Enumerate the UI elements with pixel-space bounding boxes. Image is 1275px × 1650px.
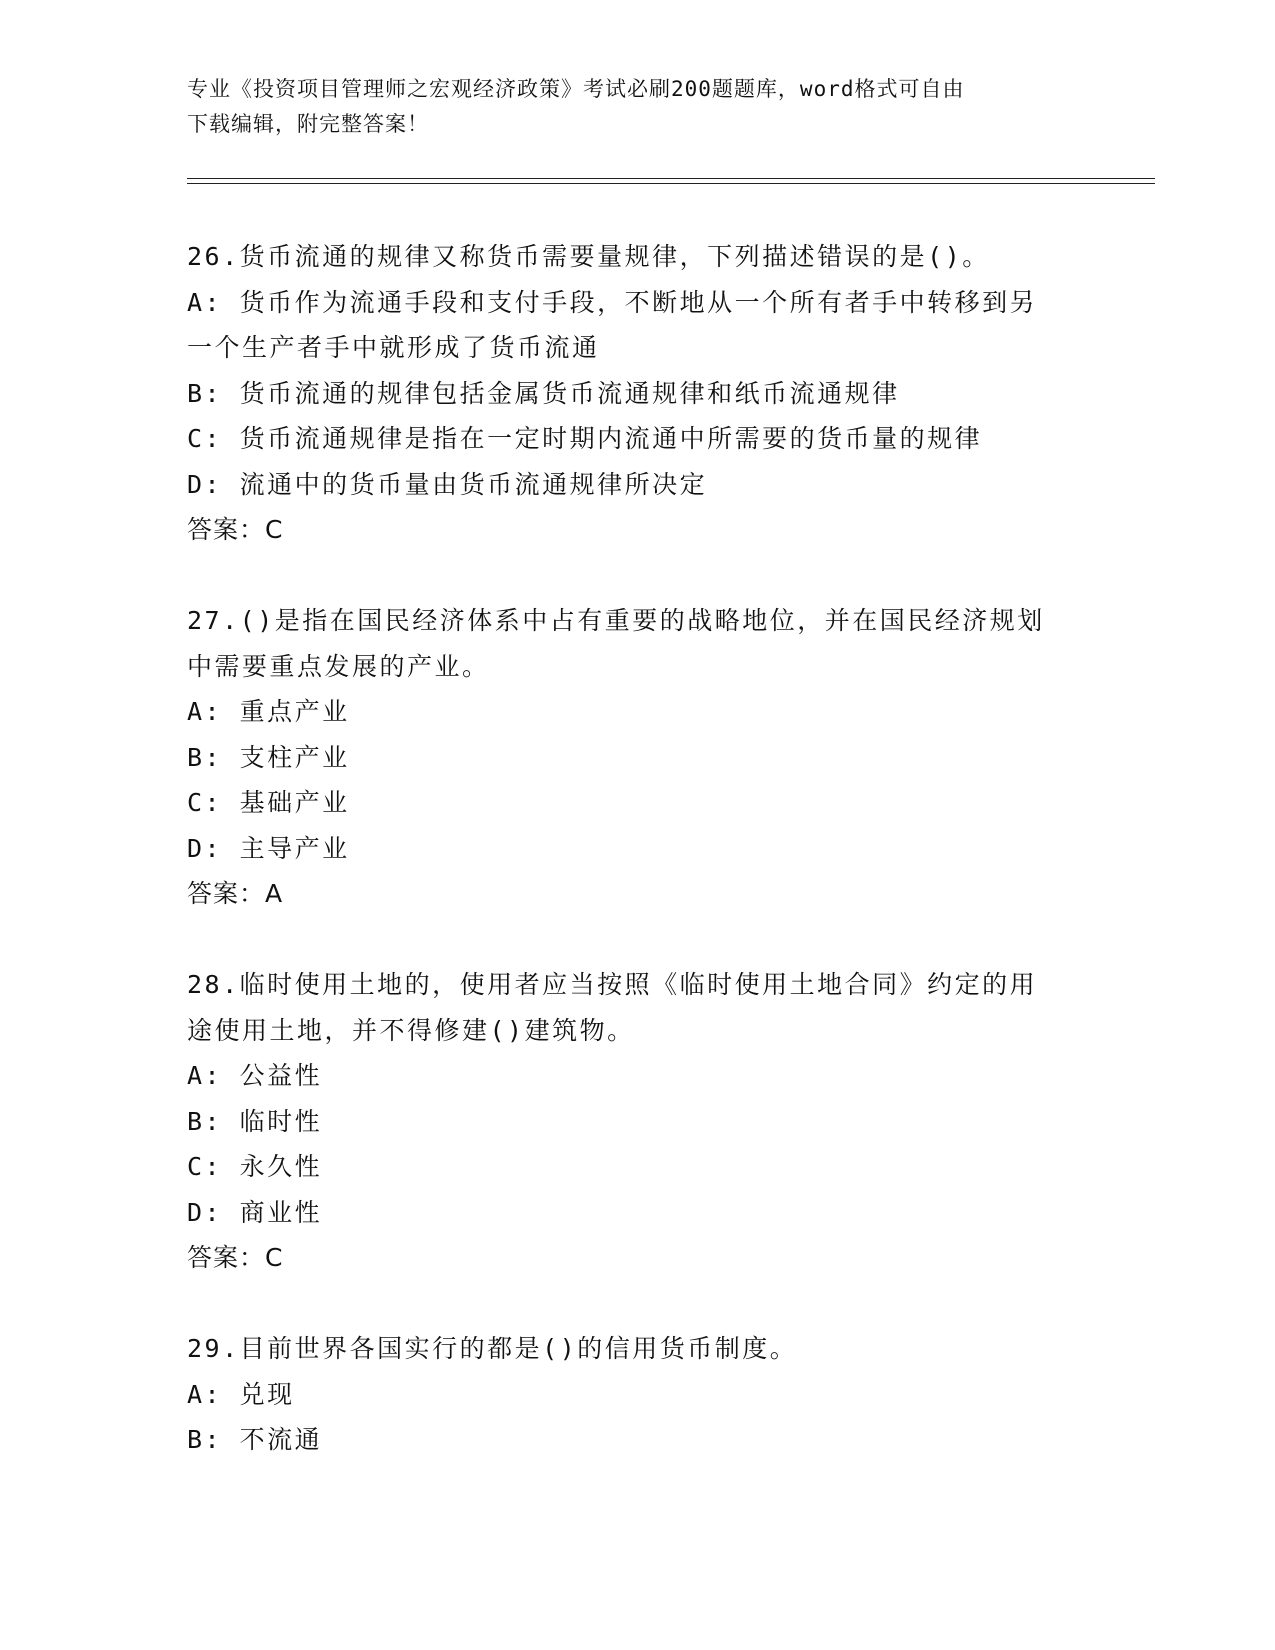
question-stem: 29.目前世界各国实行的都是()的信用货币制度。 bbox=[187, 1334, 798, 1363]
question-27 bbox=[187, 598, 1087, 917]
header-divider-top bbox=[187, 178, 1155, 179]
option-c: C: 永久性 bbox=[187, 1152, 323, 1181]
question-stem-line-2: 途使用土地，并不得修建()建筑物。 bbox=[187, 1015, 635, 1045]
question-28 bbox=[187, 962, 1087, 1281]
option-b: B: 支柱产业 bbox=[187, 742, 350, 772]
option-b: B: 货币流通的规律包括金属货币流通规律和纸币流通规律 bbox=[187, 378, 900, 408]
question-list bbox=[187, 234, 1087, 1508]
question-stem-line-1: 28.临时使用土地的，使用者应当按照《临时使用土地合同》约定的用 bbox=[187, 970, 1038, 999]
option-a: A: 重点产业 bbox=[187, 697, 350, 726]
question-stem: 26.货币流通的规律又称货币需要量规律，下列描述错误的是()。 bbox=[187, 242, 990, 271]
option-b: B: 临时性 bbox=[187, 1106, 323, 1136]
header-divider-bottom bbox=[187, 183, 1155, 184]
question-26 bbox=[187, 234, 1087, 553]
question-stem-line-1: 27.()是指在国民经济体系中占有重要的战略地位，并在国民经济规划 bbox=[187, 606, 1045, 635]
option-c: C: 货币流通规律是指在一定时期内流通中所需要的货币量的规律 bbox=[187, 424, 983, 453]
header-line-1: 专业《投资项目管理师之宏观经济政策》考试必刷200题题库，word格式可自由 bbox=[187, 77, 965, 101]
option-a-line-2: 一个生产者手中就形成了货币流通 bbox=[187, 333, 600, 362]
option-b: B: 不流通 bbox=[187, 1425, 323, 1454]
option-a: A: 公益性 bbox=[187, 1061, 323, 1090]
document-header bbox=[187, 72, 1087, 142]
option-d: D: 流通中的货币量由货币流通规律所决定 bbox=[187, 469, 708, 499]
option-a-line-1: A: 货币作为流通手段和支付手段，不断地从一个所有者手中转移到另 bbox=[187, 287, 1038, 317]
answer-label: 答案：C bbox=[187, 1243, 284, 1272]
question-stem-line-2: 中需要重点发展的产业。 bbox=[187, 651, 490, 681]
option-a: A: 兑现 bbox=[187, 1379, 295, 1409]
option-d: D: 主导产业 bbox=[187, 833, 350, 863]
answer-label: 答案：C bbox=[187, 515, 284, 544]
answer-label: 答案：A bbox=[187, 879, 284, 908]
option-d: D: 商业性 bbox=[187, 1197, 323, 1227]
option-c: C: 基础产业 bbox=[187, 788, 350, 817]
question-29 bbox=[187, 1326, 1087, 1463]
header-line-2: 下载编辑，附完整答案！ bbox=[187, 112, 429, 136]
